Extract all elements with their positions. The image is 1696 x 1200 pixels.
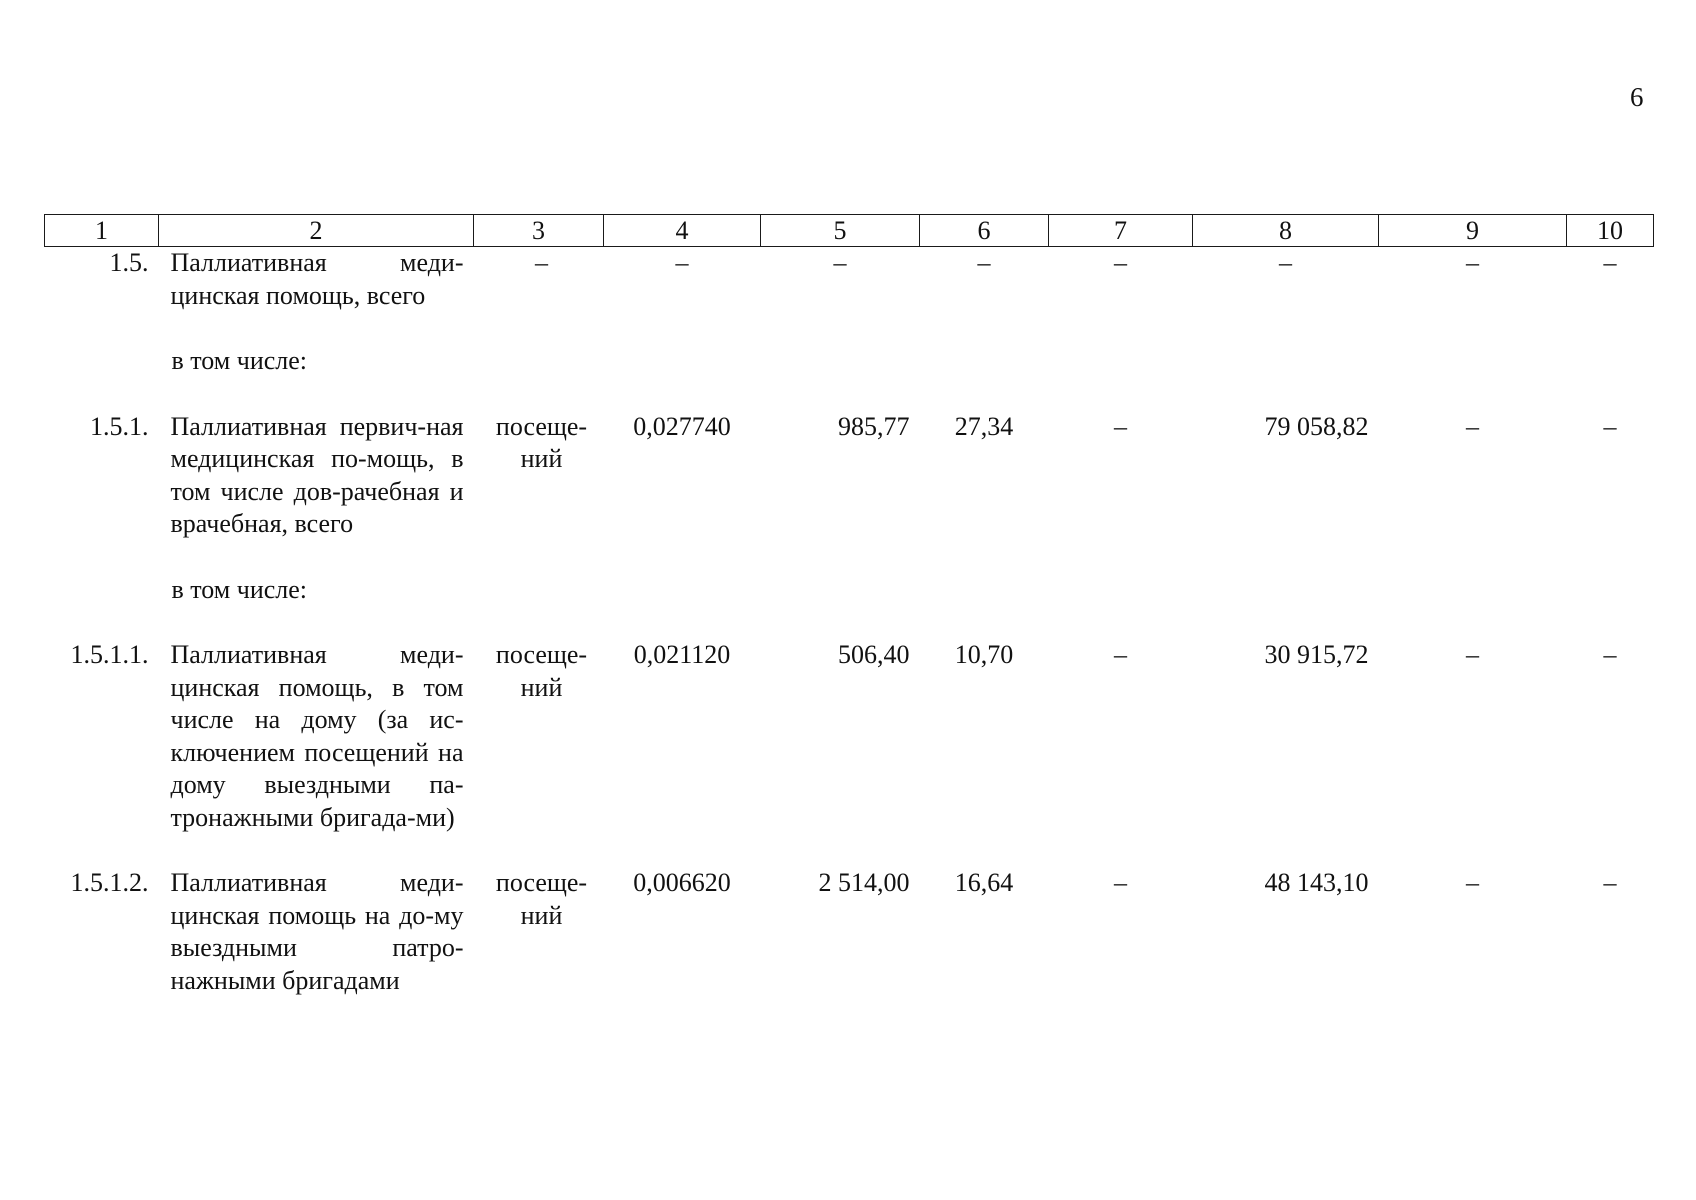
table-row (45, 247, 1654, 313)
cell-col4: 0,006620 (633, 868, 731, 897)
row-unit: посеще-ний (495, 411, 588, 473)
row-name: Паллиативная меди-цинская помощь на до-му выездными патро-нажными бригадами (170, 868, 464, 995)
cell-col9: – (1466, 640, 1479, 669)
header-cell: 9 (1379, 215, 1567, 247)
subheading: в том числе: (171, 574, 308, 604)
spacer-row (45, 606, 1654, 639)
cell-col5: – (833, 248, 847, 277)
cell-col6: 10,70 (954, 640, 1014, 669)
table-row (45, 411, 1654, 541)
cell-col10: – (1603, 868, 1617, 897)
row-number: 1.5. (109, 248, 149, 277)
cell-col7: – (1114, 411, 1127, 441)
cell-col5: 2 514,00 (818, 868, 910, 897)
spacer-row (45, 834, 1654, 867)
header-cell: 1 (45, 215, 159, 247)
cell-col5: 985,77 (838, 411, 910, 441)
row-name: Паллиативная первич-ная медицинская по-мощь, в том числе дов-рачебная и врачебная, всего (170, 411, 464, 538)
cell-col6: 27,34 (954, 411, 1014, 441)
header-cell: 5 (761, 215, 920, 247)
cell-col9: – (1466, 411, 1479, 441)
row-number: 1.5.1.1. (70, 640, 149, 669)
table-row (45, 867, 1654, 997)
subheading-row (45, 574, 1654, 607)
cell-col8: 48 143,10 (1264, 868, 1369, 897)
row-unit: посеще-ний (495, 640, 588, 702)
header-cell: 7 (1049, 215, 1193, 247)
subheading: в том числе: (171, 346, 308, 375)
header-cell: 3 (474, 215, 604, 247)
cell-col6: 16,64 (954, 868, 1014, 897)
row-name: Паллиативная меди-цинская помощь, всего (170, 248, 464, 310)
spacer-row (45, 541, 1654, 574)
row-unit: – (535, 248, 548, 277)
cell-col7: – (1114, 248, 1127, 277)
page-number: 6 (1630, 82, 1644, 112)
row-unit: посеще-ний (495, 868, 588, 930)
cell-col8: – (1279, 248, 1292, 277)
data-table (44, 214, 1654, 997)
row-name: Паллиативная меди-цинская помощь, в том числе на дому (за ис-ключением посещений на дому выездными па-тронажными бригада-ми) (170, 640, 464, 832)
cell-col8: 30 915,72 (1264, 640, 1369, 669)
cell-col7: – (1114, 640, 1127, 669)
header-cell: 2 (159, 215, 474, 247)
row-number: 1.5.1.2. (70, 868, 149, 897)
spacer-row (45, 378, 1654, 411)
cell-col10: – (1603, 640, 1617, 669)
cell-col9: – (1466, 868, 1479, 897)
header-cell: 8 (1193, 215, 1379, 247)
cell-col9: – (1466, 248, 1479, 277)
cell-col4: – (675, 248, 689, 277)
cell-col10: – (1603, 248, 1617, 277)
subheading-row (45, 345, 1654, 378)
cell-col6: – (977, 248, 991, 277)
cell-col10: – (1603, 411, 1617, 441)
row-number: 1.5.1. (90, 411, 149, 441)
header-cell: 4 (604, 215, 761, 247)
cell-col7: – (1114, 868, 1127, 897)
cell-col4: 0,027740 (633, 411, 731, 441)
column-number-header (45, 215, 1654, 247)
cell-col8: 79 058,82 (1264, 411, 1369, 441)
spacer-row (45, 312, 1654, 345)
cell-col4: 0,021120 (633, 640, 731, 669)
cell-col5: 506,40 (838, 640, 910, 669)
header-cell: 10 (1567, 215, 1654, 247)
table-row (45, 639, 1654, 834)
header-cell: 6 (920, 215, 1049, 247)
